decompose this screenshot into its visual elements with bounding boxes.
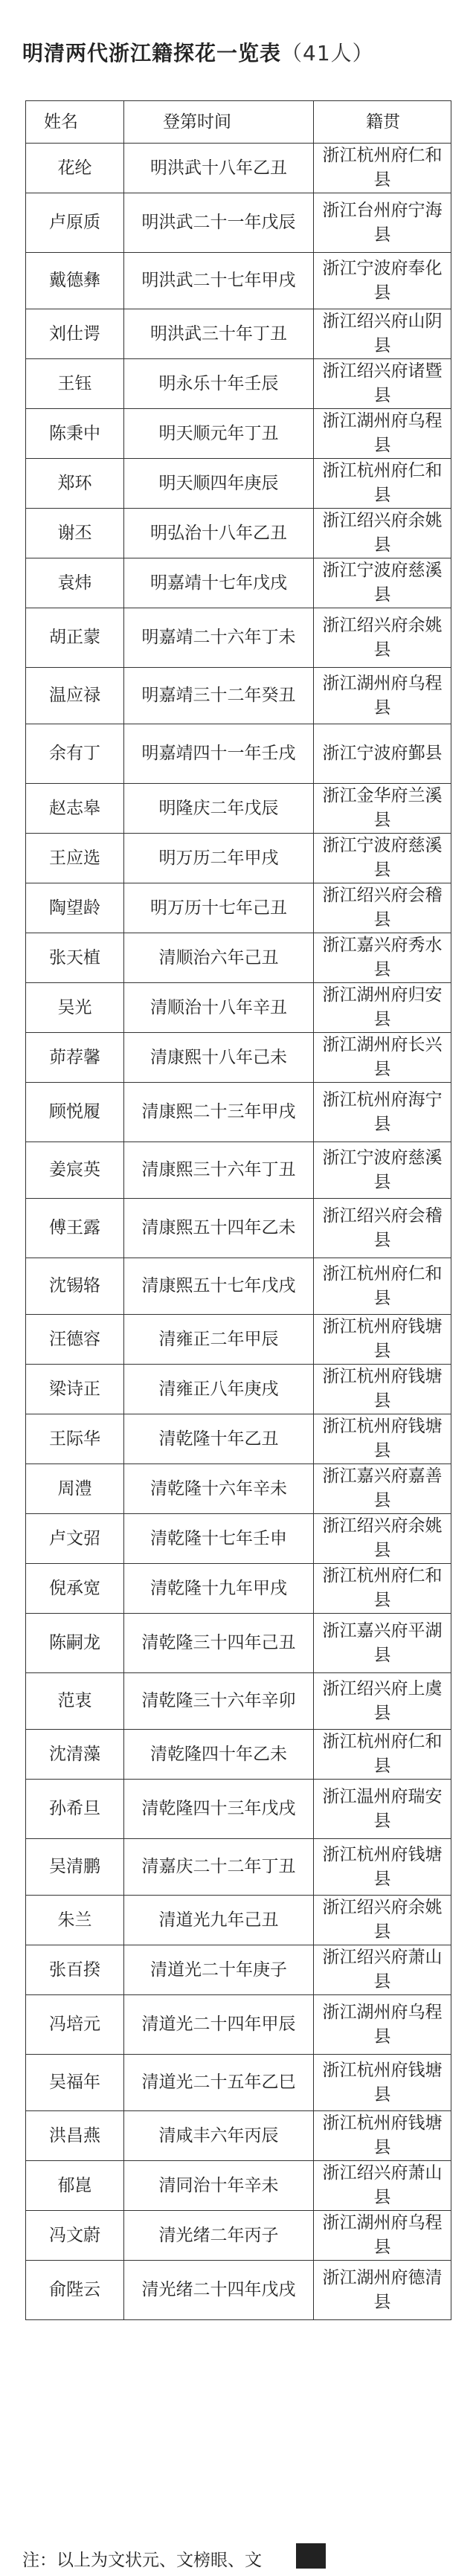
- cell-time: 清顺治十八年辛丑: [124, 983, 314, 1033]
- table-row: [26, 1730, 451, 1780]
- table-row: [26, 1780, 451, 1839]
- cell-time: 明嘉靖二十六年丁未: [124, 608, 314, 668]
- table-row: [26, 1142, 451, 1199]
- table-row: [26, 2261, 451, 2320]
- cell-time: 清嘉庆二十二年丁丑: [124, 1839, 314, 1896]
- table-row: [26, 1315, 451, 1365]
- table-row: [26, 2055, 451, 2111]
- table-row: [26, 409, 451, 459]
- cell-name: 张天植: [26, 933, 124, 983]
- cell-time: 清康熙十八年己未: [124, 1033, 314, 1083]
- table-row: [26, 193, 451, 253]
- cell-time: 明万历二年甲戌: [124, 834, 314, 883]
- cell-name: 朱兰: [26, 1896, 124, 1945]
- cell-name: 赵志皋: [26, 784, 124, 834]
- cell-time: 明嘉靖十七年戊戌: [124, 558, 314, 608]
- cell-name: 张百揆: [26, 1945, 124, 1995]
- table-row: [26, 1673, 451, 1730]
- cell-origin: 浙江宁波府慈溪县: [314, 558, 451, 608]
- cell-origin: 浙江绍兴府余姚县: [314, 1896, 451, 1945]
- cell-origin: 浙江杭州府仁和县: [314, 1730, 451, 1780]
- table-row: [26, 253, 451, 309]
- cell-origin: 浙江杭州府仁和县: [314, 1564, 451, 1614]
- cell-name: 汪德容: [26, 1315, 124, 1365]
- footnote: 注：以上为文状元、文榜眼、文: [22, 2551, 262, 2570]
- table-header-row: [26, 101, 451, 144]
- cell-name: 冯文蔚: [26, 2211, 124, 2261]
- table-row: [26, 2161, 451, 2211]
- cell-name: 姜宸英: [26, 1142, 124, 1199]
- cell-name: 刘仕谔: [26, 309, 124, 359]
- cell-time: 清道光二十五年乙巳: [124, 2055, 314, 2111]
- cell-name: 傅王露: [26, 1199, 124, 1258]
- cell-origin: 浙江嘉兴府秀水县: [314, 933, 451, 983]
- cell-origin: 浙江杭州府仁和县: [314, 459, 451, 509]
- table-row: [26, 1199, 451, 1258]
- cell-name: 谢丕: [26, 509, 124, 558]
- cell-origin: 浙江金华府兰溪县: [314, 784, 451, 834]
- cell-origin: 浙江杭州府海宁县: [314, 1083, 451, 1142]
- cell-name: 沈锡辂: [26, 1258, 124, 1315]
- cell-name: 倪承宽: [26, 1564, 124, 1614]
- cell-origin: 浙江宁波府慈溪县: [314, 834, 451, 883]
- cell-name: 余有丁: [26, 724, 124, 784]
- table-row: [26, 724, 451, 784]
- table-row: [26, 309, 451, 359]
- cell-time: 清乾隆十九年甲戌: [124, 1564, 314, 1614]
- cell-origin: 浙江绍兴府余姚县: [314, 509, 451, 558]
- cell-time: 明天顺四年庚辰: [124, 459, 314, 509]
- cell-time: 明洪武十八年乙丑: [124, 144, 314, 193]
- cell-time: 清乾隆三十四年己丑: [124, 1614, 314, 1673]
- cell-origin: 浙江杭州府钱塘县: [314, 1315, 451, 1365]
- cell-name: 戴德彝: [26, 253, 124, 309]
- cell-time: 清乾隆四十三年戊戌: [124, 1780, 314, 1839]
- cell-name: 袁炜: [26, 558, 124, 608]
- table-row: [26, 1514, 451, 1564]
- cell-origin: 浙江杭州府仁和县: [314, 144, 451, 193]
- cell-name: 孙希旦: [26, 1780, 124, 1839]
- cell-origin: 浙江嘉兴府嘉善县: [314, 1464, 451, 1514]
- cell-name: 温应禄: [26, 668, 124, 724]
- table-row: [26, 1896, 451, 1945]
- cell-name: 王钰: [26, 359, 124, 409]
- cell-name: 吴清鹏: [26, 1839, 124, 1896]
- cell-name: 陈嗣龙: [26, 1614, 124, 1673]
- cell-origin: 浙江杭州府钱塘县: [314, 1365, 451, 1414]
- cell-origin: 浙江杭州府钱塘县: [314, 2055, 451, 2111]
- cell-time: 明洪武三十年丁丑: [124, 309, 314, 359]
- cell-time: 清顺治六年己丑: [124, 933, 314, 983]
- cell-time: 明弘治十八年乙丑: [124, 509, 314, 558]
- cell-origin: 浙江嘉兴府平湖县: [314, 1614, 451, 1673]
- cell-time: 清道光二十年庚子: [124, 1945, 314, 1995]
- cell-name: 花纶: [26, 144, 124, 193]
- cell-time: 清康熙五十七年戊戌: [124, 1258, 314, 1315]
- cell-time: 清道光二十四年甲辰: [124, 1995, 314, 2055]
- cell-origin: 浙江湖州府乌程县: [314, 409, 451, 459]
- cell-name: 卢文弨: [26, 1514, 124, 1564]
- cell-time: 清雍正八年庚戌: [124, 1365, 314, 1414]
- cell-time: 清同治十年辛未: [124, 2161, 314, 2211]
- cell-origin: 浙江宁波府慈溪县: [314, 1142, 451, 1199]
- cell-origin: 浙江绍兴府上虞县: [314, 1673, 451, 1730]
- cell-origin: 浙江绍兴府山阴县: [314, 309, 451, 359]
- table-row: [26, 668, 451, 724]
- table-row: [26, 459, 451, 509]
- cell-time: 清光绪二十四年戊戌: [124, 2261, 314, 2320]
- cell-time: 明嘉靖四十一年壬戌: [124, 724, 314, 784]
- cell-name: 梁诗正: [26, 1365, 124, 1414]
- cell-origin: 浙江绍兴府诸暨县: [314, 359, 451, 409]
- table-row: [26, 784, 451, 834]
- cell-name: 吴福年: [26, 2055, 124, 2111]
- cell-origin: 浙江绍兴府余姚县: [314, 1514, 451, 1564]
- redaction-block: [296, 2543, 326, 2569]
- table-row: [26, 1945, 451, 1995]
- table-row: [26, 983, 451, 1033]
- cell-origin: 浙江杭州府钱塘县: [314, 1414, 451, 1464]
- cell-origin: 浙江湖州府归安县: [314, 983, 451, 1033]
- cell-time: 明永乐十年壬辰: [124, 359, 314, 409]
- table-row: [26, 608, 451, 668]
- cell-time: 清咸丰六年丙辰: [124, 2111, 314, 2161]
- cell-time: 清雍正二年甲辰: [124, 1315, 314, 1365]
- cell-time: 清道光九年己丑: [124, 1896, 314, 1945]
- cell-name: 王应选: [26, 834, 124, 883]
- cell-origin: 浙江绍兴府萧山县: [314, 1945, 451, 1995]
- cell-name: 郁崑: [26, 2161, 124, 2211]
- cell-origin: 浙江湖州府乌程县: [314, 1995, 451, 2055]
- cell-time: 清乾隆十七年壬申: [124, 1514, 314, 1564]
- cell-name: 王际华: [26, 1414, 124, 1464]
- cell-name: 陈秉中: [26, 409, 124, 459]
- cell-name: 洪昌燕: [26, 2111, 124, 2161]
- header-origin: 籍贯: [314, 101, 451, 144]
- table-row: [26, 883, 451, 933]
- cell-time: 清光绪二年丙子: [124, 2211, 314, 2261]
- cell-origin: 浙江宁波府鄞县: [314, 724, 451, 784]
- cell-origin: 浙江杭州府仁和县: [314, 1258, 451, 1315]
- table-body: [26, 144, 451, 2320]
- cell-name: 郑环: [26, 459, 124, 509]
- cell-origin: 浙江湖州府德清县: [314, 2261, 451, 2320]
- cell-name: 范衷: [26, 1673, 124, 1730]
- cell-name: 陶望龄: [26, 883, 124, 933]
- cell-time: 清康熙五十四年乙未: [124, 1199, 314, 1258]
- cell-time: 明洪武二十一年戊辰: [124, 193, 314, 253]
- table-row: [26, 1839, 451, 1896]
- page-title: [22, 37, 374, 67]
- cell-name: 顾悦履: [26, 1083, 124, 1142]
- cell-time: 清乾隆十六年辛未: [124, 1464, 314, 1514]
- table-row: [26, 558, 451, 608]
- cell-name: 冯培元: [26, 1995, 124, 2055]
- table-row: [26, 1414, 451, 1464]
- cell-name: 俞陛云: [26, 2261, 124, 2320]
- table-row: [26, 1464, 451, 1514]
- cell-origin: 浙江台州府宁海县: [314, 193, 451, 253]
- cell-time: 明隆庆二年戊辰: [124, 784, 314, 834]
- cell-origin: 浙江湖州府乌程县: [314, 2211, 451, 2261]
- cell-time: 清康熙二十三年甲戌: [124, 1083, 314, 1142]
- table-row: [26, 359, 451, 409]
- cell-origin: 浙江绍兴府余姚县: [314, 608, 451, 668]
- cell-origin: 浙江绍兴府会稽县: [314, 1199, 451, 1258]
- cell-time: 清乾隆三十六年辛卯: [124, 1673, 314, 1730]
- cell-origin: 浙江湖州府乌程县: [314, 668, 451, 724]
- table-row: [26, 144, 451, 193]
- table-row: [26, 1033, 451, 1083]
- cell-origin: 浙江绍兴府萧山县: [314, 2161, 451, 2211]
- table-row: [26, 1564, 451, 1614]
- table-row: [26, 1614, 451, 1673]
- cell-origin: 浙江杭州府钱塘县: [314, 2111, 451, 2161]
- header-name: 姓名: [26, 101, 124, 144]
- table-row: [26, 1083, 451, 1142]
- cell-time: 清康熙三十六年丁丑: [124, 1142, 314, 1199]
- table-row: [26, 2211, 451, 2261]
- cell-time: 明天顺元年丁丑: [124, 409, 314, 459]
- cell-time: 清乾隆四十年乙未: [124, 1730, 314, 1780]
- cell-name: 吴光: [26, 983, 124, 1033]
- cell-name: 周澧: [26, 1464, 124, 1514]
- cell-name: 卢原质: [26, 193, 124, 253]
- cell-time: 清乾隆十年乙丑: [124, 1414, 314, 1464]
- title-count: （41人）: [281, 41, 374, 65]
- cell-time: 明嘉靖三十二年癸丑: [124, 668, 314, 724]
- header-time: 登第时间: [124, 101, 314, 144]
- cell-origin: 浙江杭州府钱塘县: [314, 1839, 451, 1896]
- table-row: [26, 1995, 451, 2055]
- table-row: [26, 834, 451, 883]
- cell-origin: 浙江绍兴府会稽县: [314, 883, 451, 933]
- cell-name: 胡正蒙: [26, 608, 124, 668]
- table-row: [26, 1365, 451, 1414]
- cell-time: 明万历十七年己丑: [124, 883, 314, 933]
- cell-name: 茆荐馨: [26, 1033, 124, 1083]
- cell-origin: 浙江湖州府长兴县: [314, 1033, 451, 1083]
- cell-origin: 浙江温州府瑞安县: [314, 1780, 451, 1839]
- table-row: [26, 509, 451, 558]
- title-text: 明清两代浙江籍探花一览表: [22, 41, 282, 65]
- tanhua-table: [25, 100, 451, 2320]
- cell-time: 明洪武二十七年甲戌: [124, 253, 314, 309]
- cell-origin: 浙江宁波府奉化县: [314, 253, 451, 309]
- cell-name: 沈清藻: [26, 1730, 124, 1780]
- table-row: [26, 933, 451, 983]
- table-row: [26, 1258, 451, 1315]
- table-row: [26, 2111, 451, 2161]
